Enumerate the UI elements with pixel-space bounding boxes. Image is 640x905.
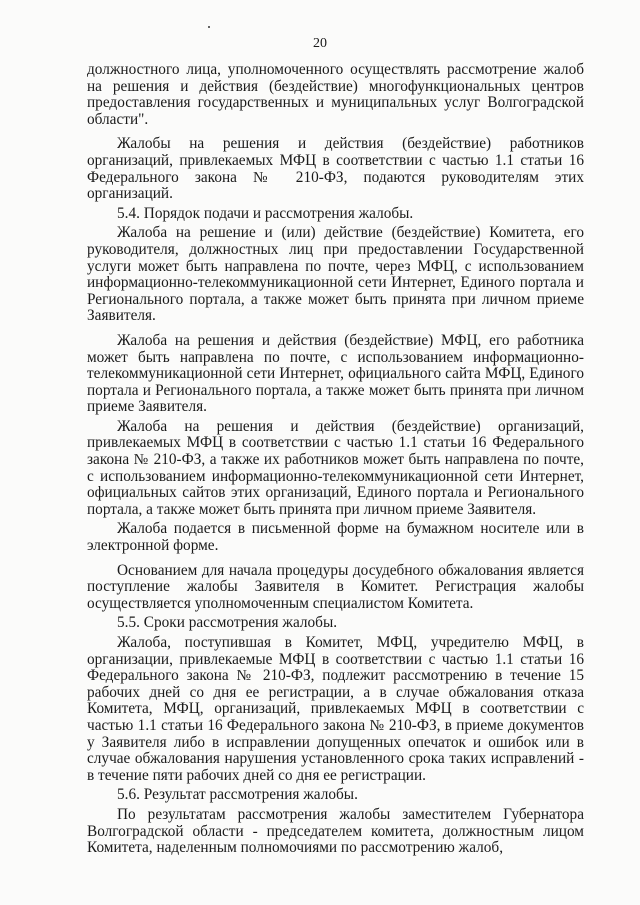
paragraph-1: должностного лица, уполномоченного осуществлять рассмотрение жалоб на решения и действия (бездействие) многофункциональных центров предоставления государственных и муниципальных услуг Волгоградской области".	[87, 61, 584, 128]
paragraph-10: Жалоба, поступившая в Комитет, МФЦ, учредителю МФЦ, в организации, привлекаемые МФЦ в соответствии с частью 1.1 статьи 16 Федерального закона № 210-ФЗ, подлежит рассмотрению в течение 15 рабочих дней со дня ее регистрации, а в случае обжалования отказа Комитета, МФЦ, организаций, привлекаемых МФЦ в соответствии с частью 1.1 статьи 16 Федерального закона № 210-ФЗ, в приеме документов у Заявителя либо в исправлении допущенных опечаток и ошибок или в случае обжалования нарушения установленного срока таких исправлений - в течение пяти рабочих дней со дня ее регистрации.	[87, 634, 584, 784]
paragraph-6: Жалоба на решения и действия (бездействие) организаций, привлекаемых МФЦ в соответствии с частью 1.1 статьи 16 Федерального закона № 210-ФЗ, а также их работников может быть направлена по почте, с использованием информационно-телекоммуникационной сети Интернет, официальных сайтов этих организаций, Единого портала и Регионального портала, а также может быть принята при личном приеме Заявителя.	[87, 417, 584, 518]
paragraph-8: Основанием для начала процедуры досудебного обжалования является поступление жалобы Заявителя в Комитет. Регистрация жалобы осуществляется уполномоченным специалистом Комитета.	[87, 561, 584, 612]
paragraph-2: Жалобы на решения и действия (бездействие) работников организаций, привлекаемых МФЦ в соответствии с частью 1.1 статьи 16 Федерального закона № 210-ФЗ, подаются руководителям этих организаций.	[87, 135, 584, 203]
section-5-6-heading: 5.6. Результат рассмотрения жалобы.	[117, 786, 358, 804]
paragraph-12: По результатам рассмотрения жалобы заместителем Губернатора Волгоградской области - председателем комитета, должностным лицом Комитета, наделенным полномочиями по рассмотрению жалоб,	[87, 805, 584, 857]
paragraph-5: Жалоба на решения и действия (бездействие) МФЦ, его работника может быть направлена по почте, с использованием информационно-телекоммуникационной сети Интернет, официального сайта МФЦ, Единого портала и Регионального портала, а также может быть принята при личном приеме Заявителя.	[87, 331, 584, 416]
paragraph-7: Жалоба подается в письменной форме на бумажном носителе или в электронной форме.	[87, 520, 584, 555]
paragraph-4: Жалоба на решение и (или) действие (бездействие) Комитета, его руководителя, должностных лиц при предоставлении Государственной услуги может быть направлена по почте, через МФЦ, с использованием информационно-телекоммуникационной сети Интернет, Единого портала и Регионального портала, а также может быть принята при личном приеме Заявителя.	[87, 224, 584, 325]
section-5-5-heading: 5.5. Сроки рассмотрения жалобы.	[117, 614, 338, 632]
document-body	[87, 62, 584, 857]
page-number: 20	[313, 36, 327, 51]
scan-dot	[208, 26, 210, 28]
section-5-4-heading: 5.4. Порядок подачи и рассмотрения жалобы.	[117, 204, 414, 222]
